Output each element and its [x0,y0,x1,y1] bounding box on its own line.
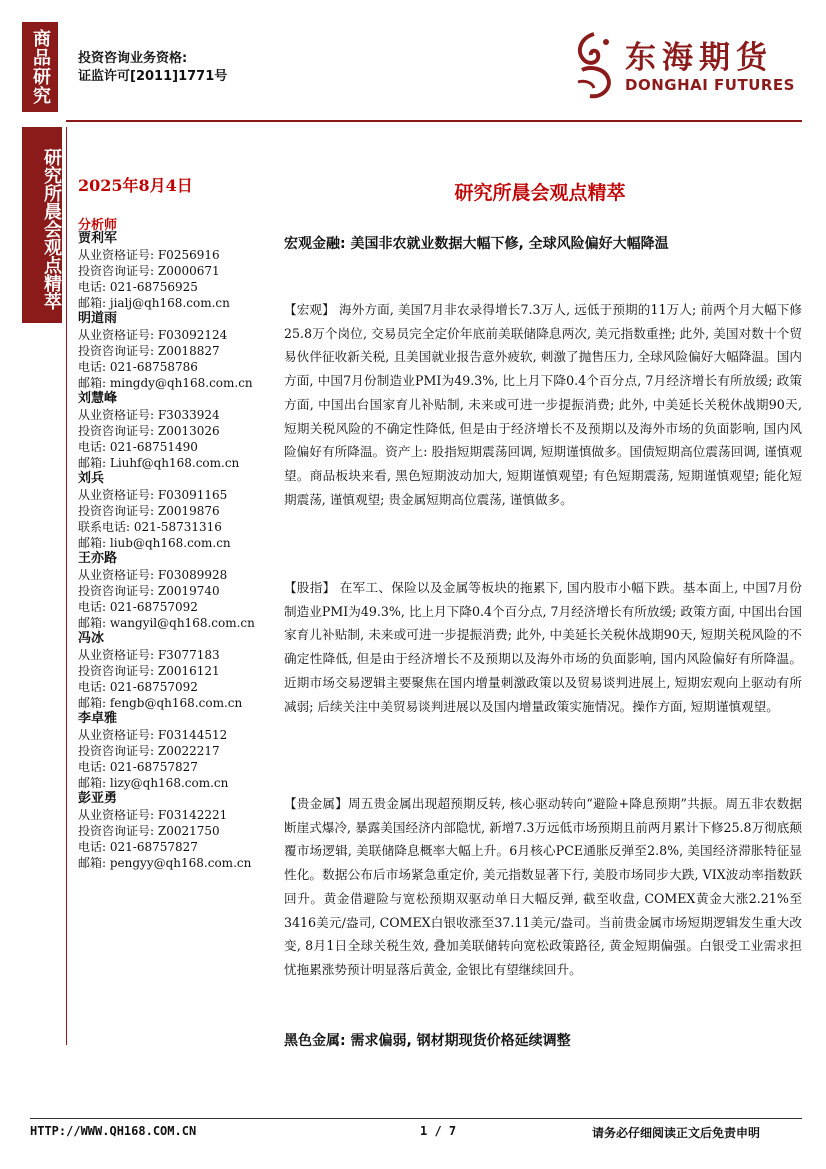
qualification-block [78,50,227,86]
analyst-advisory-cert: 投资咨询证号: Z0013026 [78,424,220,438]
sidebar-tab-report-series: 研究所晨会观点精萃 [22,127,62,323]
analyst-phone: 电话: 021-68757092 [78,680,198,694]
logo-english-name: DONGHAI FUTURES [625,76,795,94]
analyst-practice-cert: 从业资格证号: F3033924 [78,408,220,422]
analyst-advisory-cert: 投资咨询证号: Z0016121 [78,664,220,678]
analyst-email: 邮箱: Liuhf@qh168.com.cn [78,456,240,470]
macro-section-title: 宏观金融: 美国非农就业数据大幅下修, 全球风险偏好大幅降温 [284,236,669,252]
analyst-email: 邮箱: jialj@qh168.com.cn [78,296,230,310]
sidebar-tab-commodity-research: 商品研究 [22,22,58,112]
analyst-practice-cert: 从业资格证号: F03144512 [78,728,228,742]
analyst-practice-cert: 从业资格证号: F3077183 [78,648,220,662]
footer-page-number: 1 / 7 [420,1124,457,1138]
analyst-phone: 电话: 021-68756925 [78,280,198,294]
precious-metals-paragraph: 【贵金属】周五贵金属出现超预期反转, 核心驱动转向“避险+降息预期”共振。周五非农数据断崖式爆冷, 暴露美国经济内部隐忧, 新增7.3万远低市场预期且前两月累计下修25.8万彻底颠覆市场逻辑, 美联储降息概率大幅上升。6月核心PCE通胀反弹至2.8%, 美国经济滞胀特征显性化。数据公布后市场紧急重定价, 美元指数显著下行, 美股市场同步大跌, VIX波动率指数跃回升。黄金借避险与宽松预期双驱动单日大幅反弹, 截至收盘, COMEX黄金大涨2.21%至3416美元/盎司, COMEX白银收涨至37.11美元/盎司。当前贵金属市场短期逻辑发生重大改变, 8月1日全球关税生效, 叠加美联储转向宽松政策路径, 黄金短期偏强。白银受工业需求担忧拖累涨势预计明显落后黄金, 金银比有望继续回升。 [284,796,802,977]
analyst-name: 明道雨 [78,311,118,326]
sidebar-divider [66,127,67,1045]
analyst-practice-cert: 从业资格证号: F03091165 [78,488,228,502]
ferrous-section-title: 黑色金属: 需求偏弱, 钢材期现货价格延续调整 [284,1033,571,1049]
macro-paragraph: 【宏观】 海外方面, 美国7月非农录得增长7.3万人, 远低于预期的11万人; 前两个月大幅下修25.8万个岗位, 交易员完全定价年底前美联储降息两次, 美元指数重挫; 此外, 美国对数十个贸易伙伴征收新关税, 且美国就业报告意外疲软, 刺激了抛售压力, 全球风险偏好大幅降温。国内方面, 中国7月份制造业PMI为49.3%, 比上月下降0.4个百分点, 7月经济增长有所放缓; 政策方面, 中国出台国家育儿补贴制, 未来或可进一步提振消费; 此外, 中美延长关税休战期90天, 短期关税风险的不确定性降低, 但是由于经济增长不及预期以及海外市场的负面影响, 国内风险偏好有所降温。资产上: 股指短期震荡回调, 短期谨慎做多。国债短期高位震荡回调, 谨慎观望。商品板块来看, 黑色短期波动加大, 短期谨慎观望; 有色短期震荡, 短期谨慎观望; 能化短期震荡, 谨慎观望; 贵金属短期高位震荡, 谨慎做多。 [284,302,802,507]
analyst-practice-cert: 从业资格证号: F03142221 [78,808,228,822]
company-logo-icon [570,30,618,102]
analyst-email: 邮箱: liub@qh168.com.cn [78,536,231,550]
analyst-entry [78,311,268,391]
report-date: 2025年8月4日 [78,176,193,195]
analyst-name: 王亦路 [78,551,118,566]
analyst-name: 彭亚勇 [78,791,118,806]
analyst-phone: 电话: 021-68758786 [78,360,198,374]
analyst-entry [78,631,268,711]
analyst-heading: 分析师 [78,218,118,233]
analyst-entry [78,711,268,791]
report-title: 研究所晨会观点精萃 [454,182,626,204]
analyst-phone: 电话: 021-68757092 [78,600,198,614]
analyst-entry [78,231,268,311]
analyst-name: 刘兵 [78,471,105,486]
analyst-advisory-cert: 投资咨询证号: Z0022217 [78,744,220,758]
analyst-email: 邮箱: pengyy@qh168.com.cn [78,856,252,870]
analyst-phone: 电话: 021-68751490 [78,440,198,454]
analyst-entry [78,391,268,471]
analyst-advisory-cert: 投资咨询证号: Z0000671 [78,264,220,278]
analyst-name: 李卓雅 [78,711,118,726]
analyst-name: 刘慧峰 [78,391,118,406]
analyst-advisory-cert: 投资咨询证号: Z0019876 [78,504,220,518]
analyst-advisory-cert: 投资咨询证号: Z0021750 [78,824,220,838]
footer-website-link[interactable]: HTTP://WWW.QH168.COM.CN [30,1124,197,1138]
header-rule [66,120,802,122]
analyst-practice-cert: 从业资格证号: F0256916 [78,248,220,262]
analyst-entry [78,551,268,631]
analyst-advisory-cert: 投资咨询证号: Z0018827 [78,344,220,358]
qualification-line-1: 投资咨询业务资格: [78,51,188,66]
analyst-entry [78,471,268,551]
footer-rule [30,1118,802,1119]
analyst-phone: 电话: 021-68757827 [78,840,198,854]
analyst-email: 邮箱: fengb@qh168.com.cn [78,696,243,710]
footer-disclaimer: 请务必仔细阅读正文后免责申明 [592,1126,761,1140]
qualification-line-2: 证监许可[2011]1771号 [78,69,228,84]
analyst-name: 冯冰 [78,631,105,646]
analyst-advisory-cert: 投资咨询证号: Z0019740 [78,584,220,598]
analyst-email: 邮箱: lizy@qh168.com.cn [78,776,229,790]
analyst-list [78,231,268,871]
analyst-entry [78,791,268,871]
analyst-email: 邮箱: mingdy@qh168.com.cn [78,376,253,390]
analyst-phone: 电话: 021-68757827 [78,760,198,774]
logo-chinese-name: 东海期货 [625,40,773,76]
analyst-practice-cert: 从业资格证号: F03092124 [78,328,228,342]
stock-index-paragraph: 【股指】 在军工、保险以及金属等板块的拖累下, 国内股市小幅下跌。基本面上, 中国7月份制造业PMI为49.3%, 比上月下降0.4个百分点, 7月经济增长有所放缓; 政策方面, 中国出台国家育儿补贴制, 未来或可进一步提振消费; 此外, 中美延长关税休战期90天, 短期关税风险的不确定性降低, 但是由于经济增长不及预期以及海外市场的负面影响, 国内风险偏好有所降温。近期市场交易逻辑主要聚焦在国内增量刺激政策以及贸易谈判进展上, 短期宏观向上驱动有所减弱; 后续关注中美贸易谈判进展以及国内增量政策实施情况。操作方面, 短期谨慎观望。 [284,580,802,714]
analyst-phone: 联系电话: 021-58731316 [78,520,222,534]
analyst-email: 邮箱: wangyil@qh168.com.cn [78,616,255,630]
analyst-practice-cert: 从业资格证号: F03089928 [78,568,228,582]
analyst-name: 贾利军 [78,231,118,246]
